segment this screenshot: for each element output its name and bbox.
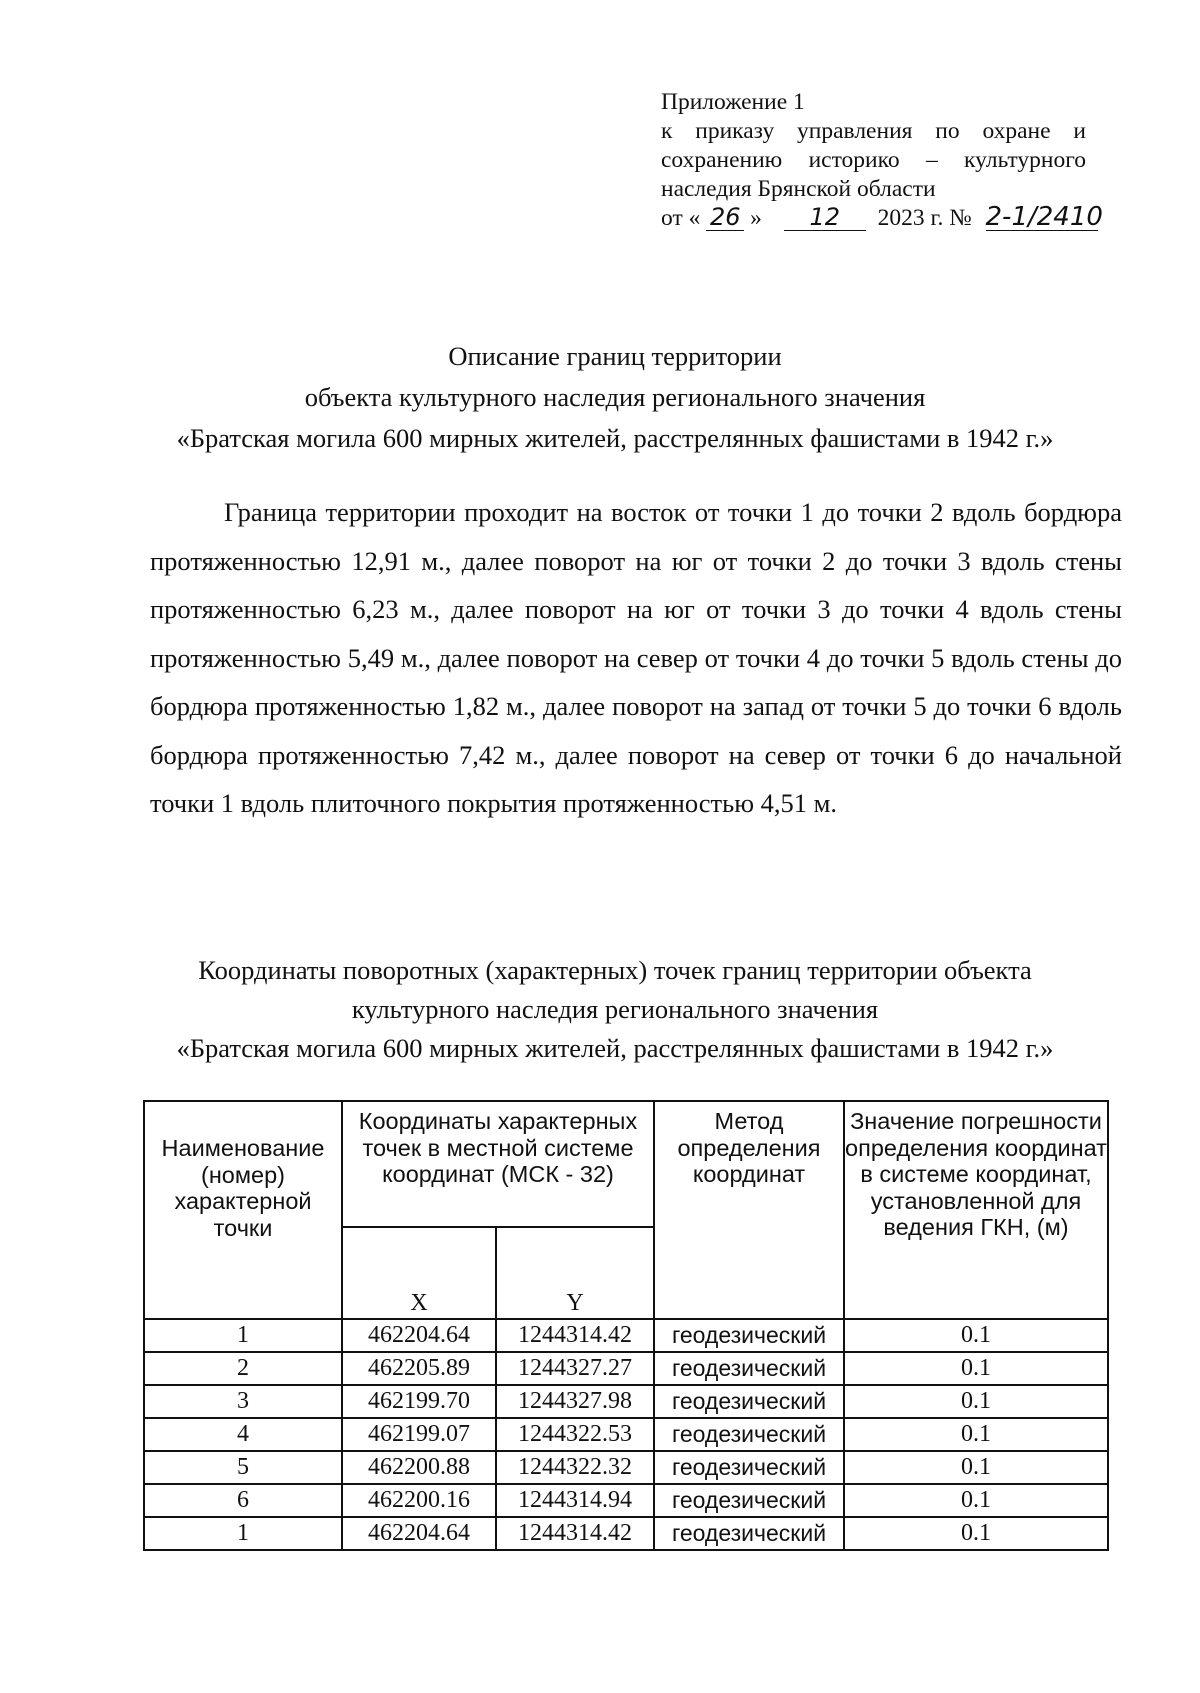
cell-y: 1244327.98: [496, 1385, 654, 1418]
cell-x: 462204.64: [342, 1517, 496, 1550]
header-x: X: [342, 1227, 496, 1319]
cell-error: 0.1: [844, 1319, 1108, 1352]
table-row: [144, 1451, 1108, 1484]
date-year: 2023 г. №: [877, 205, 972, 231]
cell-error: 0.1: [844, 1517, 1108, 1550]
cell-point: 6: [144, 1484, 342, 1517]
header-error: Значение погрешности определения координат в системе координат, установленной для ведения ГКН, (м): [844, 1101, 1108, 1319]
header-coordinates: Координаты характерных точек в местной системе координат (МСК - 32): [342, 1101, 654, 1227]
header-y: Y: [496, 1227, 654, 1319]
boundary-description: Граница территории проходит на восток от точки 1 до точки 2 вдоль бордюра протяженностью 12,91 м., далее поворот на юг от точки 2 до точки 3 вдоль стены протяженностью 6,23 м., далее поворот на юг от точки 3 до точки 4 вдоль стены протяженностью 5,49 м., далее поворот на север от точки 4 до точки 5 вдоль стены до бордюра протяженностью 1,82 м., далее поворот на запад от точки 5 до точки 6 вдоль бордюра протяженностью 7,42 м., далее поворот на север от точки 6 до начальной точки 1 вдоль плиточного покрытия протяженностью 4,51 м.: [150, 497, 1122, 818]
description-title-line-1: Описание границ территории: [448, 341, 782, 371]
description-title-line-3: «Братская могила 600 мирных жителей, расстрелянных фашистами в 1942 г.»: [176, 423, 1054, 453]
cell-point: 1: [144, 1319, 342, 1352]
cell-y: 1244322.53: [496, 1418, 654, 1451]
cell-error: 0.1: [844, 1352, 1108, 1385]
cell-x: 462199.70: [342, 1385, 496, 1418]
table-row: [144, 1352, 1108, 1385]
cell-error: 0.1: [844, 1484, 1108, 1517]
coordinates-table: [143, 1100, 1109, 1551]
cell-method: геодезический: [654, 1385, 844, 1418]
cell-point: 3: [144, 1385, 342, 1418]
date-prefix: от «: [661, 205, 701, 231]
cell-point: 1: [144, 1517, 342, 1550]
coordinates-title-line-2: культурного наследия регионального значения: [351, 994, 879, 1024]
cell-point: 5: [144, 1451, 342, 1484]
table-row: [144, 1484, 1108, 1517]
coordinates-title-line-1: Координаты поворотных (характерных) точек границ территории объекта: [198, 955, 1032, 985]
cell-point: 2: [144, 1352, 342, 1385]
table-header-row: [144, 1101, 1108, 1227]
cell-x: 462204.64: [342, 1319, 496, 1352]
table-row: [144, 1418, 1108, 1451]
cell-y: 1244327.27: [496, 1352, 654, 1385]
cell-y: 1244314.42: [496, 1517, 654, 1550]
cell-x: 462205.89: [342, 1352, 496, 1385]
table-row: [144, 1517, 1108, 1550]
cell-y: 1244314.94: [496, 1484, 654, 1517]
cell-method: геодезический: [654, 1484, 844, 1517]
cell-point: 4: [144, 1418, 342, 1451]
handwritten-month: 12: [784, 204, 866, 231]
cell-error: 0.1: [844, 1418, 1108, 1451]
cell-method: геодезический: [654, 1517, 844, 1550]
cell-y: 1244314.42: [496, 1319, 654, 1352]
handwritten-order-number: 2-1/2410: [985, 202, 1103, 232]
appendix-title: Приложение 1: [661, 89, 805, 115]
header-method: Метод определения координат: [654, 1101, 844, 1319]
cell-x: 462199.07: [342, 1418, 496, 1451]
date-mid: »: [750, 205, 762, 231]
cell-error: 0.1: [844, 1451, 1108, 1484]
cell-method: геодезический: [654, 1451, 844, 1484]
description-title: [120, 336, 1110, 459]
table-row: [144, 1385, 1108, 1418]
coordinates-title-line-3: «Братская могила 600 мирных жителей, расстрелянных фашистами в 1942 г.»: [176, 1033, 1054, 1063]
handwritten-day: 26: [706, 204, 744, 231]
appendix-line-2: к приказу управления по охране и: [661, 118, 1086, 144]
order-date-line: [661, 202, 1103, 233]
cell-method: геодезический: [654, 1418, 844, 1451]
cell-error: 0.1: [844, 1385, 1108, 1418]
appendix-line-4: наследия Брянской области: [661, 176, 936, 202]
appendix-line-3: сохранению историко – культурного: [661, 147, 1086, 173]
cell-method: геодезический: [654, 1352, 844, 1385]
header-point-name: Наименование (номер) характерной точки: [144, 1101, 342, 1319]
coordinates-title: [120, 951, 1110, 1068]
cell-method: геодезический: [654, 1319, 844, 1352]
table-row: [144, 1319, 1108, 1352]
cell-y: 1244322.32: [496, 1451, 654, 1484]
cell-x: 462200.88: [342, 1451, 496, 1484]
cell-x: 462200.16: [342, 1484, 496, 1517]
description-title-line-2: объекта культурного наследия регионального значения: [304, 382, 926, 412]
appendix-block: [661, 88, 1103, 233]
